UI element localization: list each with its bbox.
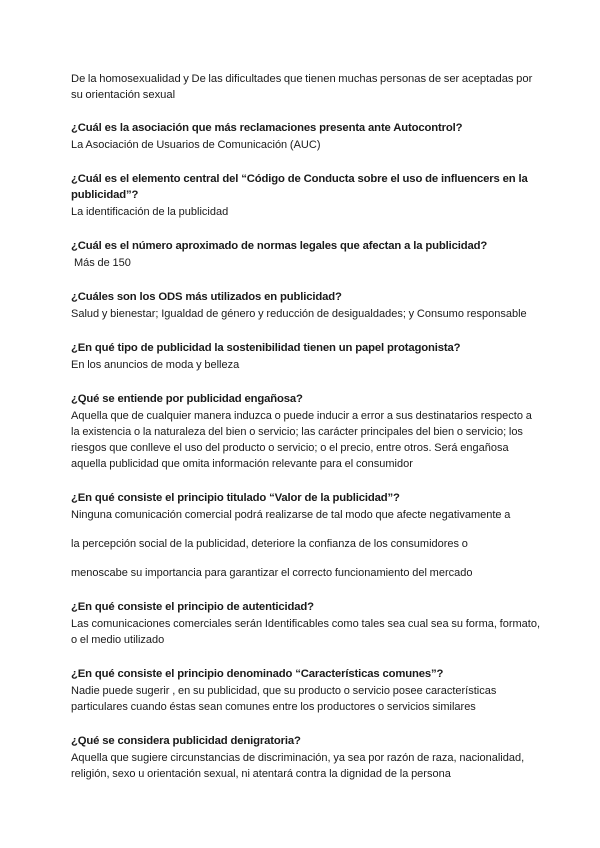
question: ¿Cuál es el número aproximado de normas legales que afectan a la publicidad? [71,240,488,252]
question: ¿En qué tipo de publicidad la sostenibilidad tienen un papel protagonista? [71,342,461,354]
question: ¿En qué consiste el principio denominado “Características comunes”? [71,668,444,680]
qa-item-9 [71,666,540,715]
question: ¿Cuáles son los ODS más utilizados en publicidad? [71,291,342,303]
answer: Las comunicaciones comerciales serán Identificables como tales sea cual sea su forma, formato, o el medio utilizado [71,618,541,646]
question: ¿Qué se considera publicidad denigratoria? [71,735,301,747]
qa-item-10 [71,733,540,782]
qa-item-1 [71,120,540,153]
answer: Aquella que sugiere circunstancias de discriminación, ya sea por razón de raza, nacionalidad, religión, sexo u orientación sexual, ni atentará contra la dignidad de la persona [71,752,525,780]
question: ¿Cuál es el elemento central del “Código de Conducta sobre el uso de influencers en la publicidad”? [71,173,528,201]
answer: Salud y bienestar; Igualdad de género y reducción de desigualdades; y Consumo responsable [71,308,527,320]
answer: Aquella que de cualquier manera induzca o puede inducir a error a sus destinatarios respecto a la existencia o la naturaleza del bien o servicio; las carácter principales del bien o servicio; los riesgos que conlleve el uso del producto o servicio; o el precio, entre otros. Será engañosa aquella publicidad que omita información relevante para el consumidor [71,410,532,470]
qa-item-8 [71,599,540,648]
question: ¿Cuál es la asociación que más reclamaciones presenta ante Autocontrol? [71,122,463,134]
intro-paragraph: De la homosexualidad y De las dificultades que tienen muchas personas de ser aceptadas por su orientación sexual [71,73,533,101]
qa-item-3 [71,238,540,271]
qa-item-4 [71,289,540,322]
answer: La identificación de la publicidad [71,206,229,218]
qa-item-7 [71,490,540,581]
question: ¿Qué se entiende por publicidad engañosa? [71,393,303,405]
question: ¿En qué consiste el principio de autenticidad? [71,601,314,613]
answer: En los anuncios de moda y belleza [71,359,240,371]
answer: Más de 150 [74,257,131,269]
qa-item-6 [71,391,540,472]
answer: La Asociación de Usuarios de Comunicación (AUC) [71,139,321,151]
qa-item-2 [71,171,540,220]
answer: Nadie puede sugerir , en su publicidad, que su producto o servicio posee características particulares cuando éstas sean comunes entre los productores o servicios similares [71,685,497,713]
question: ¿En qué consiste el principio titulado “Valor de la publicidad”? [71,492,400,504]
answer-line: Ninguna comunicación comercial podrá realizarse de tal modo que afecte negativamente a [71,509,511,521]
answer-line: la percepción social de la publicidad, deteriore la confianza de los consumidores o [71,538,468,550]
qa-item-5 [71,340,540,373]
answer-line: menoscabe su importancia para garantizar el correcto funcionamiento del mercado [71,567,473,579]
answer [71,507,540,581]
